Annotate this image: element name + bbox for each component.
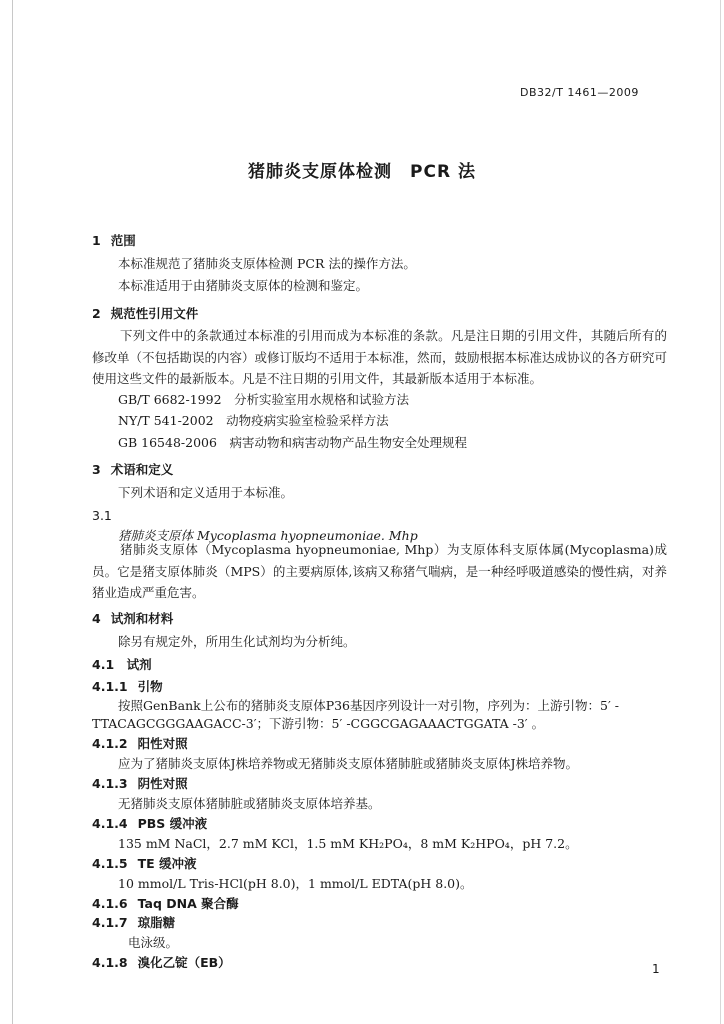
section-title: PBS 缓冲液 bbox=[137, 816, 208, 831]
reference-item: NY/T 541-2002 动物疫病实验室检验采样方法 bbox=[118, 413, 389, 428]
paragraph-line: TTACAGCGGGAAGACC-3′；下游引物：5′ -CGGCGAGAAACTGGATA -3′ 。 bbox=[92, 716, 545, 731]
section-number: 2 bbox=[92, 306, 101, 321]
paragraph-line: 除另有规定外，所用生化试剂均为分析纯。 bbox=[118, 634, 356, 649]
section-title: Taq DNA 聚合酶 bbox=[137, 896, 239, 911]
section-number: 4 bbox=[92, 611, 101, 626]
section-number: 4.1.4 bbox=[92, 816, 128, 831]
standard-number: DB32/T 1461—2009 bbox=[520, 86, 639, 99]
section-title: 阴性对照 bbox=[137, 776, 188, 791]
section-number: 4.1.2 bbox=[92, 736, 128, 751]
section-number: 1 bbox=[92, 233, 101, 248]
section-title: 范围 bbox=[110, 233, 136, 248]
subsection-4-1-1-heading bbox=[92, 679, 163, 695]
subsection-4-1-6-heading bbox=[92, 896, 239, 912]
paragraph-line: 135 mM NaCl，2.7 mM KCl，1.5 mM KH₂PO₄，8 mM K₂HPO₄，pH 7.2。 bbox=[118, 836, 578, 851]
paragraph-line: 应为了猪肺炎支原体J株培养物或无猪肺炎支原体猪肺脏或猪肺炎支原体J株培养物。 bbox=[118, 756, 579, 771]
subsection-4-1-4-heading bbox=[92, 816, 207, 832]
reference-item: GB 16548-2006 病害动物和病害动物产品生物安全处理规程 bbox=[118, 435, 467, 450]
section-title: 溴化乙锭（EB） bbox=[137, 955, 231, 970]
section-1-heading bbox=[92, 233, 136, 249]
section-title: 规范性引用文件 bbox=[110, 306, 199, 321]
section-number: 4.1.5 bbox=[92, 856, 128, 871]
subsection-4-1-8-heading bbox=[92, 955, 231, 971]
paragraph-line: 本标准规范了猪肺炎支原体检测 PCR 法的操作方法。 bbox=[118, 256, 416, 271]
subsection-4-1-2-heading bbox=[92, 736, 188, 752]
section-number: 4.1.8 bbox=[92, 955, 128, 970]
subsection-4-1-5-heading bbox=[92, 856, 197, 872]
paragraph-line: 10 mmol/L Tris-HCl(pH 8.0)，1 mmol/L EDTA(pH 8.0)。 bbox=[118, 876, 473, 891]
section-2-heading bbox=[92, 306, 198, 322]
paragraph-line: 本标准适用于由猪肺炎支原体的检测和鉴定。 bbox=[118, 278, 369, 293]
paragraph-line: 下列术语和定义适用于本标准。 bbox=[118, 485, 294, 500]
section-number: 4.1.6 bbox=[92, 896, 128, 911]
scan-edge-left bbox=[12, 0, 13, 1024]
subsection-number: 3.1 bbox=[92, 508, 112, 523]
paragraph: 下列文件中的条款通过本标准的引用而成为本标准的条款。凡是注日期的引用文件，其随后所有的修改单（不包括勘误的内容）或修订版均不适用于本标准，然而，鼓励根据本标准达成协议的各方研究可使用这些文件的最新版本。凡是不注日期的引用文件，其最新版本适用于本标准。 bbox=[92, 328, 668, 386]
section-4-heading bbox=[92, 611, 173, 627]
section-title: 引物 bbox=[137, 679, 163, 694]
term-entry: 猪肺炎支原体 Mycoplasma hyopneumoniae. Mhp bbox=[118, 528, 418, 543]
paragraph-line: 按照GenBank上公布的猪肺炎支原体P36基因序列设计一对引物，序列为：上游引物：5′ - bbox=[118, 698, 620, 713]
section-title: 试剂和材料 bbox=[110, 611, 174, 626]
subsection-4-1-heading: 4.1 试剂 bbox=[92, 657, 152, 672]
section-title: 阳性对照 bbox=[137, 736, 188, 751]
scan-edge-right bbox=[720, 0, 721, 1024]
section-title: 术语和定义 bbox=[110, 462, 174, 477]
subsection-4-1-7-heading bbox=[92, 915, 175, 931]
document-title: 猪肺炎支原体检测 PCR 法 bbox=[248, 162, 476, 182]
page-number: 1 bbox=[652, 962, 660, 976]
definition-paragraph: 猪肺炎支原体（Mycoplasma hyopneumoniae, Mhp）为支原体科支原体属(Mycoplasma)成员。它是猪支原体肺炎（MPS）的主要病原体,该病又称猪气喘病，是一种经呼吸道感染的慢性病，对养猪业造成严重危害。 bbox=[92, 542, 667, 600]
section-title: 琼脂糖 bbox=[137, 915, 176, 930]
section-number: 3 bbox=[92, 462, 101, 477]
section-3-heading bbox=[92, 462, 173, 478]
section-number: 4.1.1 bbox=[92, 679, 128, 694]
paragraph-line: 无猪肺炎支原体猪肺脏或猪肺炎支原体培养基。 bbox=[118, 796, 381, 811]
section-title: TE 缓冲液 bbox=[137, 856, 197, 871]
section-number: 4.1.7 bbox=[92, 915, 128, 930]
section-number: 4.1.3 bbox=[92, 776, 128, 791]
reference-item: GB/T 6682-1992 分析实验室用水规格和试验方法 bbox=[118, 392, 410, 407]
paragraph-line: 电泳级。 bbox=[128, 935, 179, 950]
subsection-4-1-3-heading bbox=[92, 776, 188, 792]
